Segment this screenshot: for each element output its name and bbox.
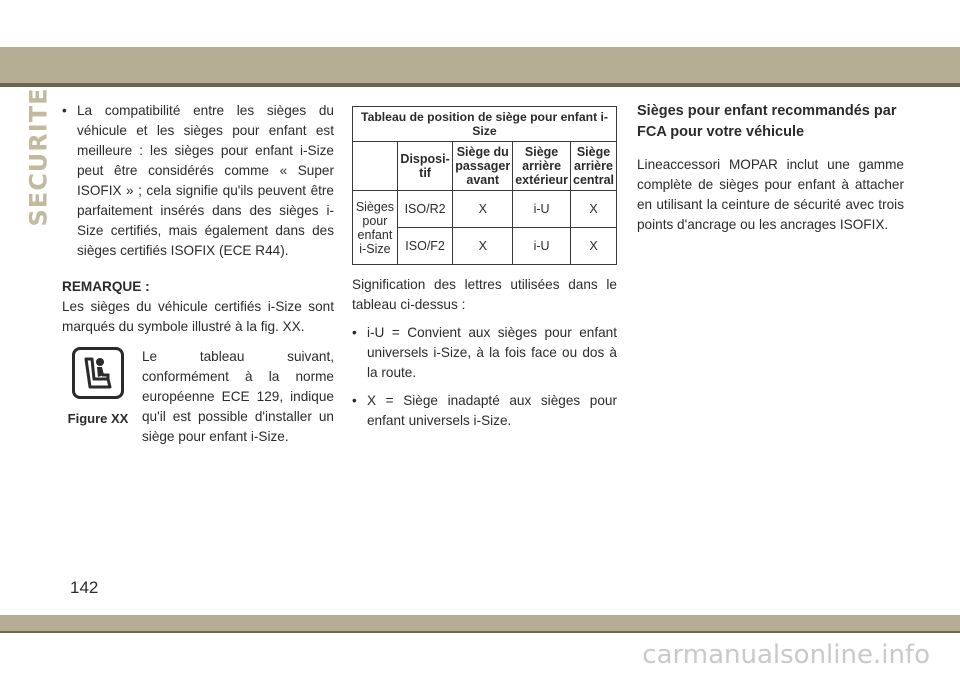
table-header-rear-outer: Siège arrière extérieur (513, 142, 571, 191)
note-title: REMARQUE : (62, 279, 150, 294)
table-cell: X (453, 191, 513, 228)
figure-caption: Figure XX (67, 411, 129, 426)
seat-position-table (352, 106, 617, 265)
table-cell: ISO/F2 (397, 228, 452, 265)
table-row-label: Sièges pour enfant i-Size (353, 191, 398, 265)
table-cell: X (571, 191, 617, 228)
table-header-front-passenger: Siège du passager avant (453, 142, 513, 191)
table-header-empty (353, 142, 398, 191)
section-text: Lineaccessori MOPAR inclut une gamme complète de sièges pour enfant à attacher en utilisant la ceinture de sécurité avec trois points d'ancrage ou les ancrages ISOFIX. (637, 157, 904, 232)
column-middle (352, 106, 617, 439)
table-cell: i-U (513, 228, 571, 265)
header-rule (0, 83, 960, 87)
footer-rule (0, 631, 960, 633)
column-left (62, 101, 334, 447)
figure (62, 347, 134, 447)
table-header-device: Disposi-tif (397, 142, 452, 191)
legend-intro: Signification des lettres utilisées dans le tableau ci-dessus : (352, 277, 617, 312)
table-cell: X (453, 228, 513, 265)
table-header-row (353, 142, 617, 191)
table-header-rear-center: Siège arrière central (571, 142, 617, 191)
table-cell: X (571, 228, 617, 265)
header-band (0, 47, 960, 83)
table-title: Tableau de position de siège pour enfant i-Size (353, 107, 617, 142)
section-tab (24, 87, 52, 227)
column-right (637, 101, 904, 243)
note-text: Les sièges du véhicule certifiés i-Size sont marqués du symbole illustré à la fig. XX. (62, 299, 334, 334)
figure-block (62, 347, 334, 447)
child-seat-isize-icon (72, 347, 124, 399)
table-cell: ISO/R2 (397, 191, 452, 228)
compatibility-bullet: • La compatibilité entre les sièges du véhicule et les sièges pour enfant est meilleure : les sièges pour enfant i-Size peut être considérés comme « Super ISOFIX » ; cela signifie qu'ils peuvent être parfaitement insérés dans des sièges i-Size certifiés, mais également dans des sièges certifiés ISOFIX (ECE R44). (62, 101, 334, 261)
table-cell: i-U (513, 191, 571, 228)
section-heading: Sièges pour enfant recommandés par FCA pour votre véhicule (637, 103, 897, 140)
figure-description: Le tableau suivant, conformément à la norme européenne ECE 129, indique qu'il est possible d'installer un siège pour enfant i-Size. (142, 349, 334, 444)
watermark: carmanualsonline.info (642, 640, 930, 670)
footer-band (0, 615, 960, 631)
legend-bullet-iu: • i-U = Convient aux sièges pour enfant universels i-Size, à la fois face ou dos à la route. (352, 323, 617, 383)
page-number: 142 (70, 578, 99, 597)
table-row (353, 191, 617, 228)
legend-bullet-x: • X = Siège inadapté aux sièges pour enfant universels i-Size. (352, 391, 617, 431)
section-tab-label: SECURITE (24, 87, 52, 227)
